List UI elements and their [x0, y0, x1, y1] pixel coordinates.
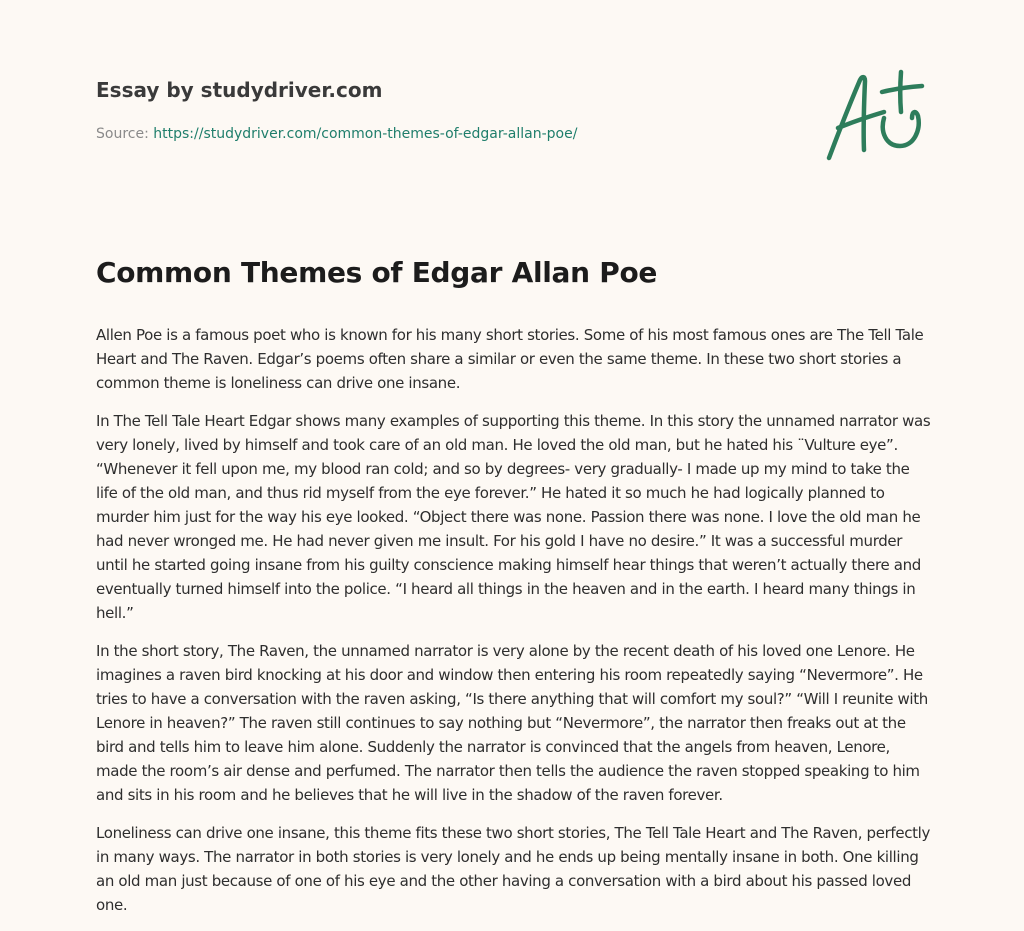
page-header	[96, 76, 816, 144]
paragraph: In The Tell Tale Heart Edgar shows many examples of supporting this theme. In this story the unnamed narrator was very lonely, lived by himself and took care of an old man. He loved the old man, but he hated his ¨Vulture eye”. “Whenever it fell upon me, my blood ran cold; and so by degrees- very gradually- I made up my mind to take the life of the old man, and thus rid myself from the eye forever.” He hated it so much he had logically planned to murder him just for the way his eye looked. “Object there was none. Passion there was none. I love the old man he had never wronged me. He had never given me insult. For his gold I have no desire.” It was a successful murder until he started going insane from his guilty conscience making himself hear things that weren’t actually there and eventually turned himself into the police. “I heard all things in the heaven and in the earth. I heard many things in hell.”	[96, 412, 931, 622]
paragraph: In the short story, The Raven, the unnamed narrator is very alone by the recent death of his loved one Lenore. He imagines a raven bird knocking at his door and window then entering his room repeatedly saying “Nevermore”. He tries to have a conversation with the raven asking, “Is there anything that will comfort my soul?” “Will I reunite with Lenore in heaven?” The raven still continues to say nothing but “Nevermore”, the narrator then freaks out at the bird and tells him to leave him alone. Suddenly the narrator is convinced that the angels from heaven, Lenore, made the room’s air dense and perfumed. The narrator then tells the audience the raven stopped speaking to him and sits in his room and he believes that he will live in the shadow of the raven forever.	[96, 642, 928, 804]
paragraph: Allen Poe is a famous poet who is known for his many short stories. Some of his most famous ones are The Tell Tale Heart and The Raven. Edgar’s poems often share a similar or even the same theme. In these two short stories a common theme is loneliness can drive one insane.	[96, 326, 924, 392]
page-title: Common Themes of Edgar Allan Poe	[96, 256, 658, 289]
paragraph: Loneliness can drive one insane, this theme fits these two short stories, The Tell Tale Heart and The Raven, perfectly in many ways. The narrator in both stories is very lonely and he ends up being mentally insane in both. One killing an old man just because of one of his eye and the other having a conversation with a bird about his passed loved one.	[96, 824, 931, 914]
source-line	[96, 124, 816, 144]
a-plus-logo	[822, 66, 930, 166]
source-label: Source:	[96, 126, 149, 142]
site-title: Essay by studydriver.com	[96, 78, 383, 102]
a-plus-logo-graphic	[822, 66, 930, 166]
logo-plus-vertical	[900, 72, 901, 112]
source-link[interactable]: https://studydriver.com/common-themes-of-edgar-allan-poe/	[153, 126, 578, 142]
logo-swirl	[883, 112, 919, 146]
article	[96, 253, 932, 931]
